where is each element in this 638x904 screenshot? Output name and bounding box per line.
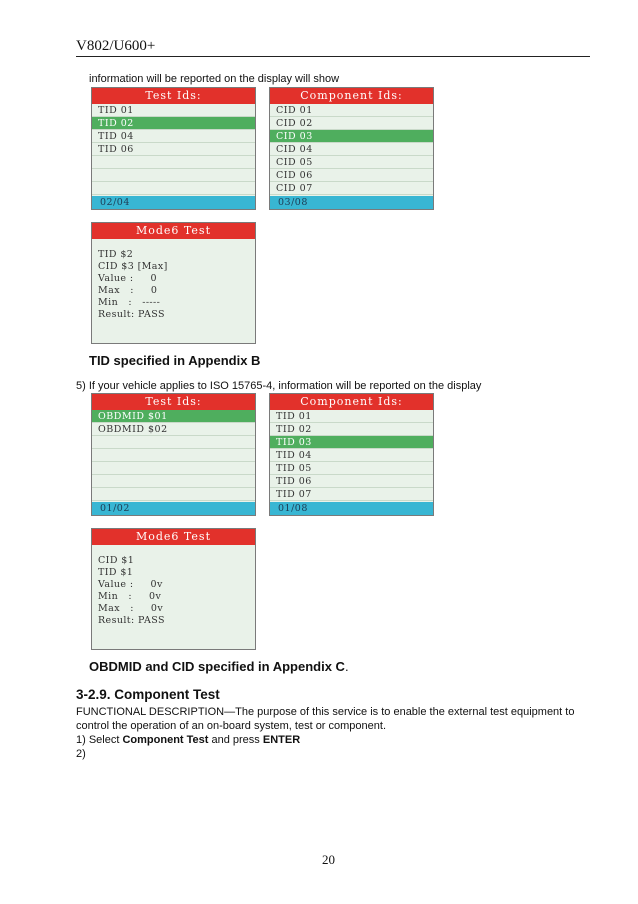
list-item-selected: TID 03 [270,436,433,449]
caption-bold-text: OBDMID and CID specified in Appendix C [89,659,345,674]
component-test-step1 [76,733,300,747]
result-line: Value : 0v [98,579,163,590]
screen-list [92,410,255,501]
component-test-desc-line1: FUNCTIONAL DESCRIPTION—The purpose of this service is to enable the external test equipment to [76,706,575,718]
page-number: 20 [322,852,335,867]
screen-list [270,410,433,501]
list-item: OBDMID $02 [92,423,255,436]
tid-list-screen [91,87,256,210]
section2-caption [89,660,349,674]
result-line: CID $3 [Max] [98,261,168,272]
step1-key: ENTER [262,734,301,746]
list-item: CID 07 [270,182,433,195]
document-header-title: V802/U600+ [76,38,156,54]
caption-tail-text: . [344,659,349,674]
list-item: TID 06 [92,143,255,156]
list-item: CID 02 [270,117,433,130]
screen-body [98,555,251,627]
result-line: TID $1 [98,567,134,578]
result-line: Min : ----- [98,297,161,308]
component-test-desc-line2: control the operation of an on-board system, test or component. [76,720,387,732]
list-item: CID 04 [270,143,433,156]
tid-component-screen [269,393,434,516]
result-line: TID $2 [98,249,134,260]
list-item-empty [92,475,255,488]
step1-prefix: 1) Select [76,734,123,746]
result-line: Max : 0v [98,603,164,614]
screen-title: Mode6 Test [92,529,255,545]
screen-title: Test Ids: [92,88,255,104]
screen-title: Component Ids: [270,88,433,104]
list-item-selected: OBDMID $01 [92,410,255,423]
list-item-selected: TID 02 [92,117,255,130]
list-item-empty [92,488,255,501]
section2-intro: 5) If your vehicle applies to ISO 15765-4, information will be reported on the display [76,380,482,392]
screen-footer-counter: 02/04 [92,196,255,209]
list-item: TID 01 [270,410,433,423]
list-item: TID 01 [92,104,255,117]
section1-caption: TID specified in Appendix B [89,353,261,368]
list-item-empty [92,156,255,169]
section1-intro: information will be reported on the display will show [89,73,340,85]
component-test-heading: 3-2.9. Component Test [76,687,220,702]
header-rule [76,56,590,57]
list-item: TID 04 [270,449,433,462]
step1-menu-item: Component Test [122,734,209,746]
list-item-empty [92,436,255,449]
result-line: Value : 0 [98,273,157,284]
list-item: CID 06 [270,169,433,182]
list-item-empty [92,462,255,475]
list-item: TID 04 [92,130,255,143]
step1-mid: and press [208,734,263,746]
list-item-empty [92,449,255,462]
list-item: TID 07 [270,488,433,501]
screen-footer-counter: 01/02 [92,502,255,515]
screen-title: Mode6 Test [92,223,255,239]
result-line: CID $1 [98,555,135,566]
list-item-selected: CID 03 [270,130,433,143]
component-test-step2: 2) [76,748,86,760]
screen-footer-counter: 01/08 [270,502,433,515]
list-item: CID 05 [270,156,433,169]
screen-footer-counter: 03/08 [270,196,433,209]
list-item-empty [92,182,255,195]
screen-body [98,249,251,321]
list-item: TID 05 [270,462,433,475]
list-item: TID 06 [270,475,433,488]
screen-list [92,104,255,195]
screen-title: Component Ids: [270,394,433,410]
list-item: TID 02 [270,423,433,436]
screen-title: Test Ids: [92,394,255,410]
obdmid-list-screen [91,393,256,516]
result-line: Max : 0 [98,285,158,296]
cid-list-screen [269,87,434,210]
result-line: Min : 0v [98,591,162,602]
result-line: Result: PASS [98,309,165,320]
mode6-result-screen [91,222,256,344]
list-item: CID 01 [270,104,433,117]
list-item-empty [92,169,255,182]
screen-list [270,104,433,195]
result-line: Result: PASS [98,615,165,626]
mode6-result-screen-2 [91,528,256,650]
